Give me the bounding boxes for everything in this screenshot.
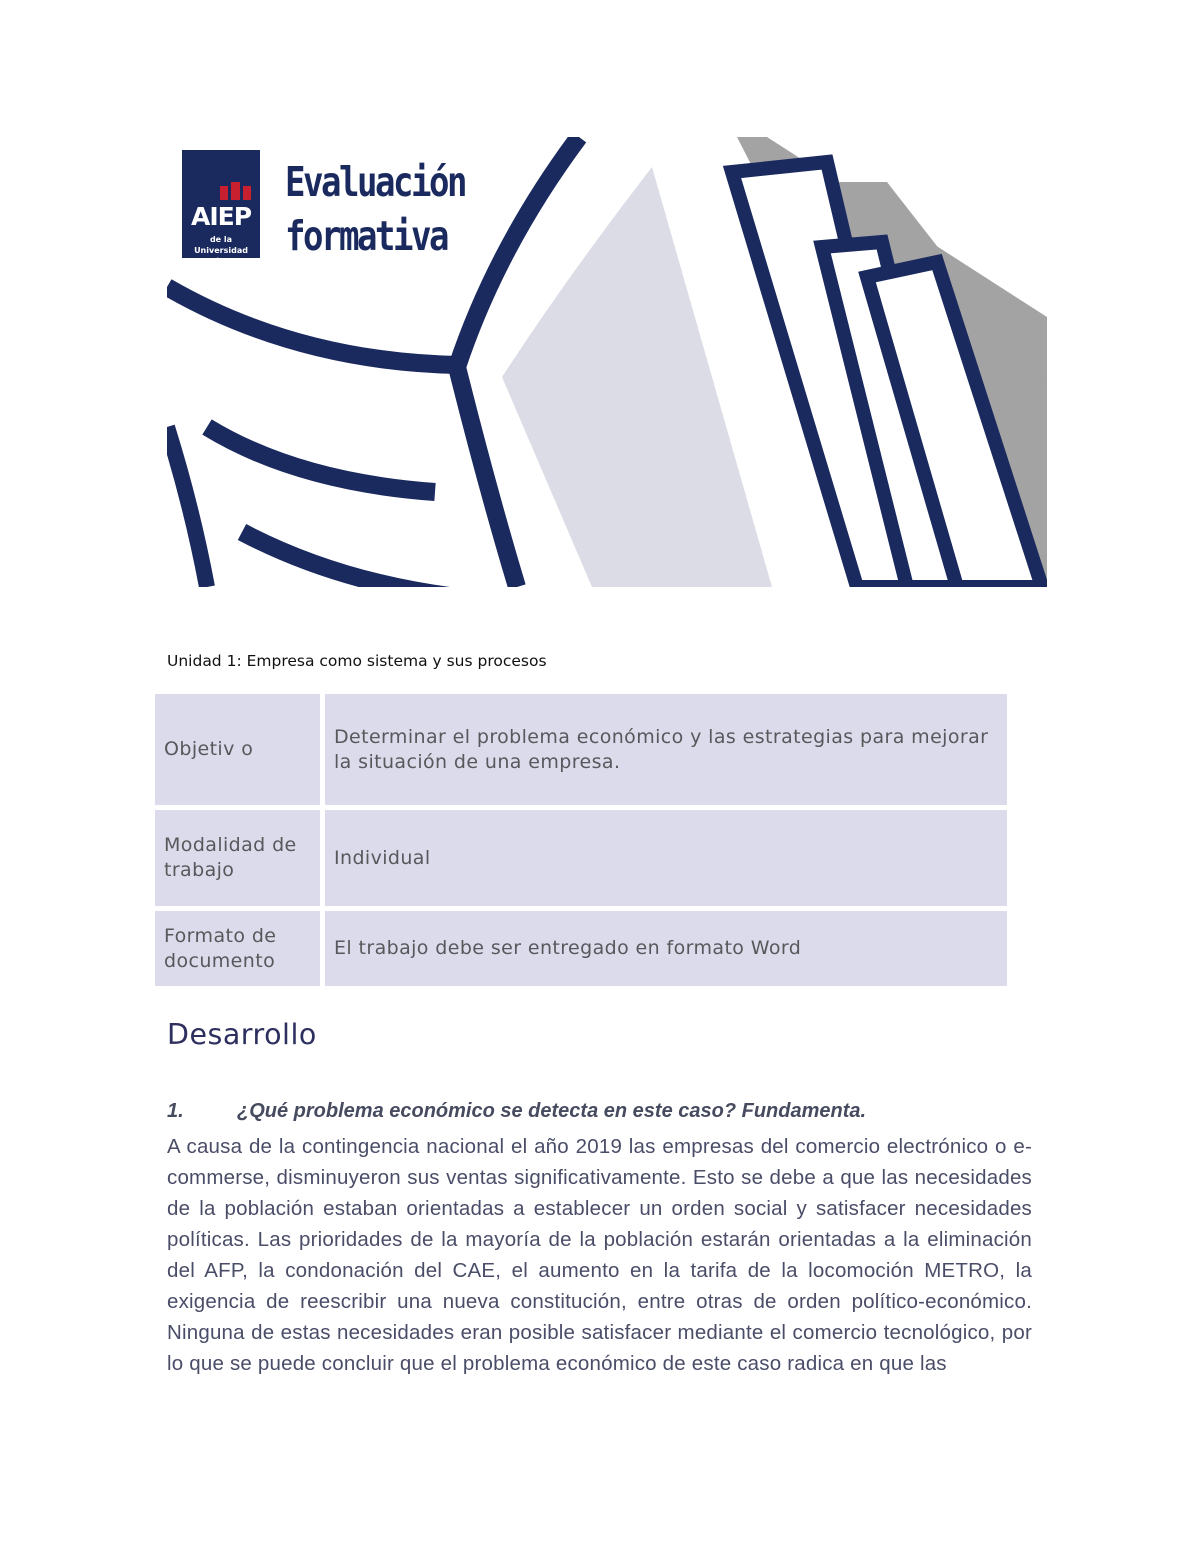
banner-title-line2: formativa (285, 212, 447, 260)
banner-title (285, 155, 465, 263)
section-heading: Desarrollo (167, 1018, 317, 1051)
logo-subtitle-line1: de la Universidad (194, 235, 248, 255)
objective-value: Determinar el problema económico y las estrategias para mejorar la situación de una empresa. (325, 694, 1007, 805)
format-label: Formato de documento (155, 911, 320, 986)
work-mode-label: Modalidad de trabajo (155, 810, 320, 906)
logo-subtitle-line2: Andrés Bello (192, 257, 250, 266)
logo-name: AIEP (190, 202, 252, 231)
info-table (150, 689, 1012, 991)
question-1 (167, 1100, 1047, 1123)
table-row (155, 810, 1007, 906)
unit-title: Unidad 1: Empresa como sistema y sus procesos (167, 652, 547, 670)
work-mode-value: Individual (325, 810, 1007, 906)
question-text: ¿Qué problema económico se detecta en este caso? Fundamenta. (237, 1100, 867, 1122)
table-row (155, 911, 1007, 986)
aiep-logo (182, 150, 260, 266)
banner-title-line1: Evaluación (285, 158, 465, 206)
logo-subtitle (182, 234, 260, 267)
logo-buildings-icon (218, 180, 254, 200)
question-number: 1. (167, 1100, 184, 1122)
answer-1: A causa de la contingencia nacional el año 2019 las empresas del comercio electrónico o e-commerse, disminuyeron sus ventas significativamente. Esto se debe a que las necesidades de la población estaban orientadas a establecer un orden social y satisfacer necesidades políticas. Las prioridades de la mayoría de la población estarán orientadas a la eliminación del AFP, la condonación del CAE, el aumento en la tarifa de la locomoción METRO, la exigencia de reescribir una nueva constitución, entre otras de orden político-económico. Ninguna de estas necesidades eran posible satisfacer mediante el comercio tecnológico, por lo que se puede concluir que el problema económico de este caso radica en que las (167, 1135, 1032, 1375)
objective-label: Objetiv o (155, 694, 320, 805)
format-value: El trabajo debe ser entregado en formato Word (325, 911, 1007, 986)
table-row (155, 694, 1007, 805)
